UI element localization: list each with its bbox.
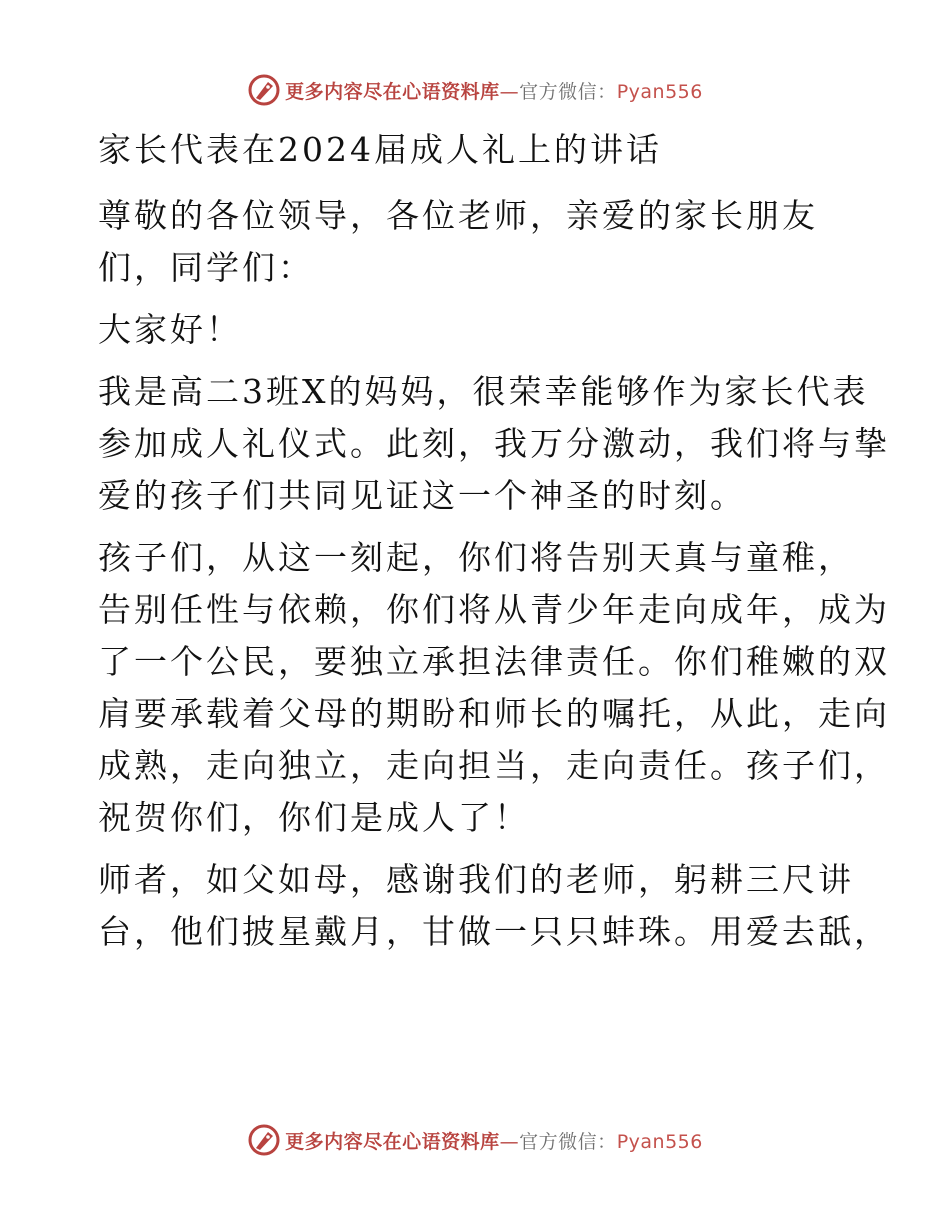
watermark-main: 更多内容尽在心语资料库 xyxy=(285,80,500,103)
paragraph-line: 成熟，走向独立，走向担当，走向责任。孩子们， xyxy=(98,746,890,785)
watermark-text xyxy=(285,77,703,104)
watermark-wechat-id: Pyan556 xyxy=(616,80,703,103)
pen-nib-logo-icon xyxy=(247,1123,281,1157)
paragraph-line: 爱的孩子们共同见证这一个神圣的时刻。 xyxy=(98,476,746,515)
document-body xyxy=(98,124,890,968)
watermark-separator: — xyxy=(499,1130,520,1153)
watermark-footer xyxy=(0,1120,950,1160)
paragraph-line: 大家好！ xyxy=(98,310,242,349)
paragraph-line: 了一个公民，要独立承担法律责任。你们稚嫩的双 xyxy=(98,642,890,681)
paragraph-line: 祝贺你们，你们是成人了！ xyxy=(98,798,530,837)
pen-nib-logo-icon xyxy=(247,73,281,107)
paragraph-salutation xyxy=(98,190,858,294)
paragraph-line: 尊敬的各位领导，各位老师，亲爱的家长朋友 xyxy=(98,196,818,235)
title-line: 家长代表在2024届成人礼上的讲话 xyxy=(98,130,662,169)
paragraph-line: 们，同学们： xyxy=(98,248,314,287)
paragraph-line: 肩要承载着父母的期盼和师长的嘱托，从此，走向 xyxy=(98,694,890,733)
paragraph-line: 台，他们披星戴月，甘做一只只蚌珠。用爱去舐， xyxy=(98,912,890,951)
document-title xyxy=(98,124,858,176)
paragraph-line: 我是高二3班X的妈妈，很荣幸能够作为家长代表 xyxy=(98,372,869,411)
watermark-wechat-id: Pyan556 xyxy=(616,1130,703,1153)
watermark-header xyxy=(0,70,950,110)
paragraph-to-children xyxy=(98,532,890,844)
watermark-label: 官方微信： xyxy=(519,80,617,103)
paragraph-introduction xyxy=(98,366,890,522)
watermark-label: 官方微信： xyxy=(519,1130,617,1153)
paragraph-line: 师者，如父如母，感谢我们的老师，躬耕三尺讲 xyxy=(98,860,854,899)
watermark-main: 更多内容尽在心语资料库 xyxy=(285,1130,500,1153)
paragraph-greeting xyxy=(98,304,858,356)
paragraph-to-teachers xyxy=(98,854,890,958)
paragraph-line: 孩子们，从这一刻起，你们将告别天真与童稚， xyxy=(98,538,854,577)
watermark-text xyxy=(285,1127,703,1154)
paragraph-line: 告别任性与依赖，你们将从青少年走向成年，成为 xyxy=(98,590,890,629)
paragraph-line: 参加成人礼仪式。此刻，我万分激动，我们将与挚 xyxy=(98,424,890,463)
watermark-separator: — xyxy=(499,80,520,103)
